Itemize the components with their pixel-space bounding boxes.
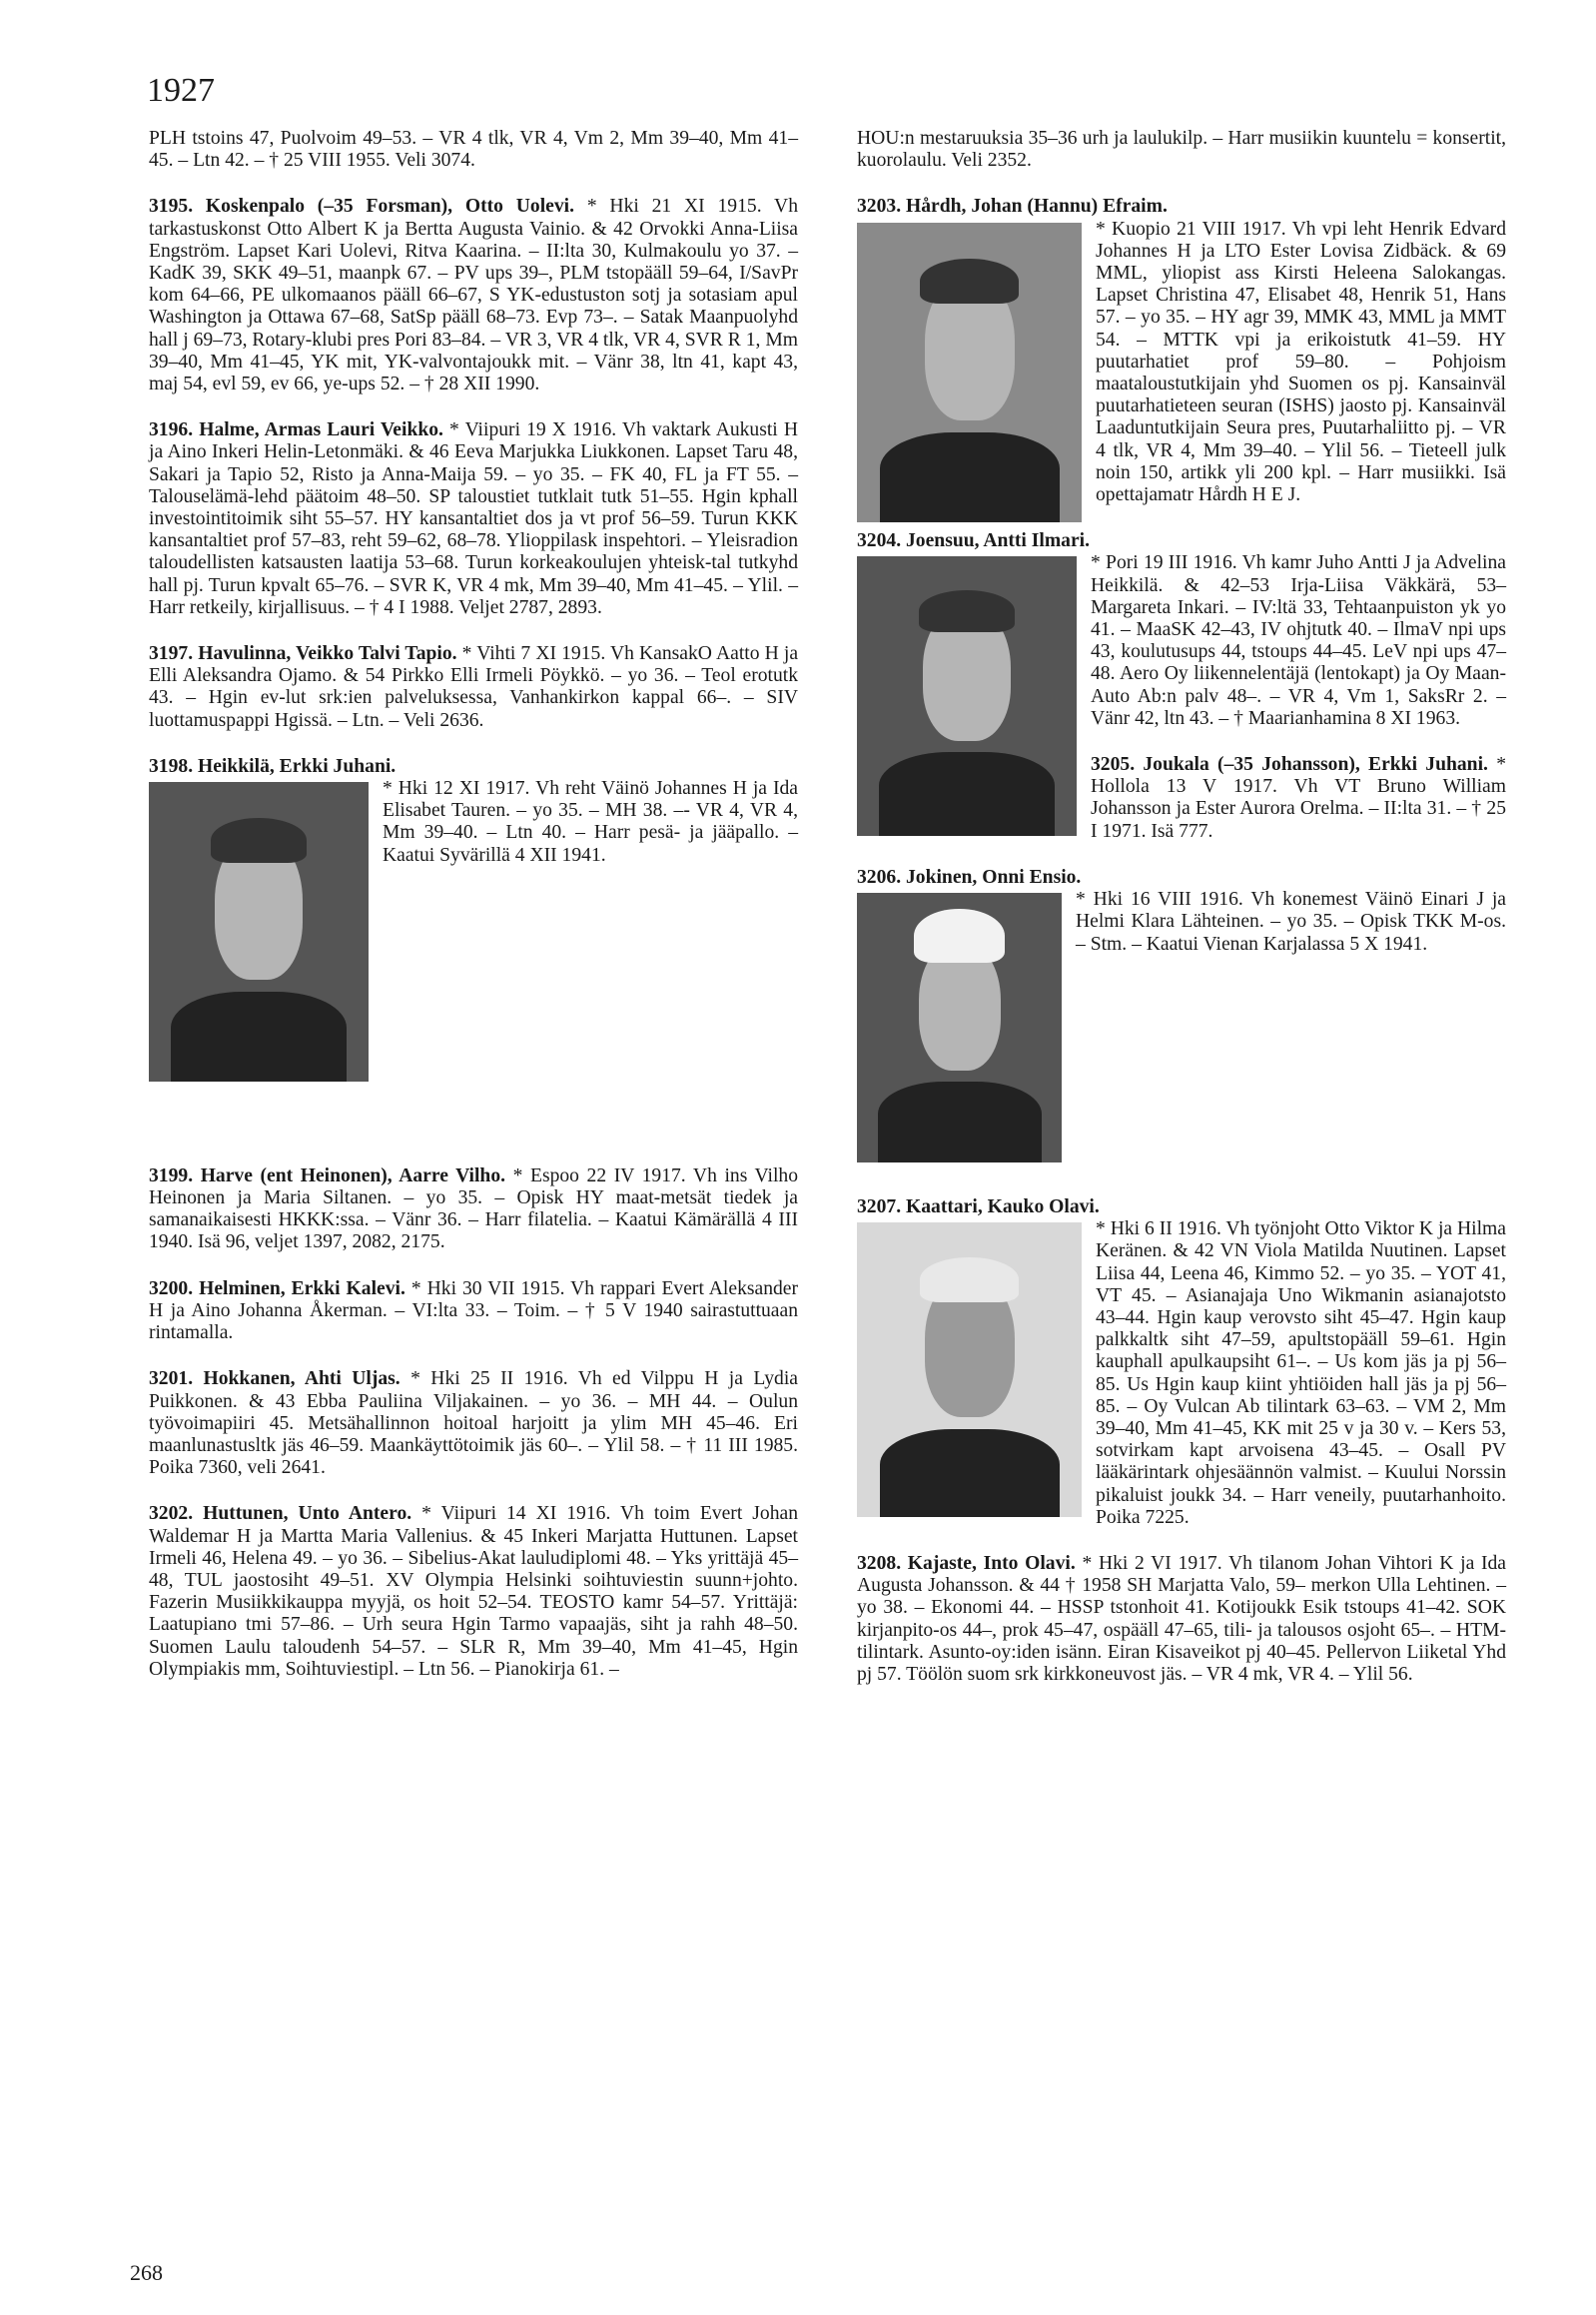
entry-text: * Hki 21 XI 1915. Vh tarkastuskonst Otto Albert K ja Bertta Augusta Vainio. & 42 Orvokki Anna-Liisa Engström. Lapset Kari Uolevi, Ritva Kaarina. – II:lta 30, Kulmakoulu yo 37. – KadK 39, SKK 49–51, maanpk 67. – PV ups 39–, PLM tstopääll 59–64, I/SavPr kom 64–66, PE ulkomaanos pääll 66–67, S YK-edustuston sotj ja sotasiam apul Washington ja Ottawa 67–68, SatSp pääll 68–73. Evp 73–. – Satak Maanpuolyhd hall j 69–73, Rotary-klubi pres Pori 83–84. – VR 3, VR 4 tlk, VR 4, SVR R 1, Mm 39–40, Mm 41–45, YK mit, YK-valvontajoukk mit. – Vänr 38, ltn 41, kapt 43, maj 54, evl 59, ev 66, ye-ups 52. – † 28 XII 1990. (149, 196, 798, 395)
entry-text: * Hki 30 VII 1915. Vh rappari Evert Aleksander H ja Aino Johanna Åkerman. – VI:lta 33. – Toim. – † 5 V 1940 sairastuttuaan rintamalla. (149, 1277, 799, 1344)
entry-text: * Hollola 13 V 1917. Vh VT Bruno William Johansson ja Ester Aurora Orelma. – II:lta 31. – † 25 I 1971. Isä 777. (1091, 754, 1506, 842)
page-number: 268 (130, 2260, 163, 2285)
portrait-photo (857, 893, 1062, 1162)
entry-text: * Hki 16 VIII 1916. Vh konemest Väinö Einari J ja Helmi Klara Lähteinen. – yo 35. – Opisk TKK M-os. – Stm. – Kaatui Vienan Karjalassa 5 X 1941. (1076, 889, 1506, 955)
entry-text: * Hki 2 VI 1917. Vh tilanom Johan Vihtori K ja Ida Augusta Johansson. & 44 † 1958 SH Marjatta Valo, 59– merkon Ulla Lehtinen. – yo 38. – Ekonomi 44. – HSSP tstonhoit 41. Kotijoukk Esik tstoups 41–42. SOK kirjanpito-os 44–, prok 45–47, ospääll 47–65, tili- ja talousos osjoht 65–. – HTM-tilintark. Asunto-oy:iden isänn. Eiran Kisaveikot pj 40–45. Pellervon Liiketal Yhd pj 57. Töölön suom srk kirkkoneuvost jäs. – VR 4 mk, VR 4. – Ylil 56. (857, 1552, 1506, 1685)
entry-number: 3198. (149, 755, 194, 777)
entry-number: 3208. (857, 1552, 902, 1574)
entry-name: Kajaste, Into Olavi. (907, 1552, 1076, 1574)
page-year: 1927 (147, 72, 215, 109)
entry-text: * Hki 25 II 1916. Vh ed Vilppu H ja Lydia Puikkonen. & 43 Ebba Pauliina Viljakainen. – yo 36. – MH 44. – Oulun työvoimapiiri 45. Metsähallinnon hoitoal harjoitt ja ylim MH 45–46. Eri maanlunastusltk jäs 46–59. Maankäyttötoimik jäs 60–. – Ylil 58. – † 11 III 1985. Poika 7360, veli 2641. (149, 1368, 798, 1479)
entry-name: Hårdh, Johan (Hannu) Efraim. (906, 196, 1168, 218)
entry-number: 3207. (857, 1195, 902, 1217)
biography-entry (149, 1278, 798, 1345)
entry-name: Kaattari, Kauko Olavi. (906, 1195, 1100, 1217)
biography-entry (149, 643, 798, 732)
entry-name: Hokkanen, Ahti Uljas. (203, 1368, 400, 1390)
entry-text: * Hki 12 XI 1917. Vh reht Väinö Johannes H ja Ida Elisabet Tauren. – yo 35. – MH 38. –- VR 4, VR 4, Mm 39–40. – Ltn 40. – Harr pesä- ja jääpallo. – Kaatui Syvärillä 4 XII 1941. (383, 778, 798, 866)
entry-number: 3197. (149, 643, 194, 665)
entry-text: * Viipuri 19 X 1916. Vh vaktark Aukusti H ja Aino Inkeri Helin-Letonmäki. & 46 Eeva Marjukka Liukkonen. Lapset Taru 48, Sakari ja Tapio 52, Risto ja Anna-Maija 59. – yo 35. – FK 40, FL ja FT 55. – Talouselämä-lehd päätoim 48–50. SP taloustiet tutklait tutk 51–55. Hgin kphall investointitoimik siht 55–57. HY kansantaltiet dos ja vt prof 56–59. Turun KKK kansantaltiet prof 57–83, reht 59–62, 68–78. Ylioppilask inspehtori. – Yleisradion taloudellisten katsausten laatija 53–68. Turun korkeakoulujen yhteisk-tal tutkyhd hall pj. Turun kpvalt 65–76. – SVR K, VR 4 mk, Mm 39–40, Mm 41–45. – Ylil. – Harr retkeily, kirjallisuus. – † 4 I 1988. Veljet 2787, 2893. (149, 419, 798, 618)
entry-number: 3206. (857, 866, 902, 888)
entry-number: 3201. (149, 1368, 194, 1390)
continuation-paragraph: PLH tstoins 47, Puolvoim 49–53. – VR 4 tlk, VR 4, Vm 2, Mm 39–40, Mm 41–45. – Ltn 42. – † 25 VIII 1955. Veli 3074. (149, 128, 798, 172)
biography-entry (857, 1196, 1506, 1529)
portrait-photo (149, 782, 369, 1082)
biography-entry (149, 756, 798, 1116)
biography-entry (149, 1368, 798, 1479)
left-column (149, 128, 798, 1705)
biography-entry (857, 530, 1506, 730)
entry-name: Joukala (–35 Johansson), Erkki Juhani. (1143, 754, 1488, 776)
entry-number: 3196. (149, 419, 194, 441)
entry-text: * Kuopio 21 VIII 1917. Vh vpi leht Henrik Edvard Johannes H ja LTO Ester Lovisa Zidbäck. & 69 MML, yliopist ass Kirsti Heleena Salokangas. Lapset Christina 47, Elisabet 48, Henrik 51, Hans 57. – yo 35. – HY agr 39, MMK 43, MML ja MMT 54. – MTTK vpi ja erikoistutk 41–59. HY puutarhatiet prof 59–80. – Pohjoism maataloustutkijain yhd Suomen os pj. Kansainväl puutarhatieteen seuran (ISHS) jaosto pj. Kansainväl Laaduntutkijain Seura pres, Puutarhaliitto pj. – VR 4 tlk, VR 4, Mm 39–40. – Ylil 56. – Tieteell julk noin 150, artikk yli 200 kpl. – Harr musiikki. Isä opettajamatr Hårdh H E J. (1096, 218, 1506, 506)
biography-entry (149, 1165, 798, 1254)
portrait-photo (857, 556, 1077, 836)
entry-name: Harve (ent Heinonen), Aarre Vilho. (200, 1164, 506, 1186)
entry-number: 3204. (857, 530, 902, 552)
entry-name: Havulinna, Veikko Talvi Tapio. (198, 643, 457, 665)
biography-entry (857, 867, 1506, 1157)
entry-number: 3199. (149, 1164, 194, 1186)
entry-name: Koskenpalo (–35 Forsman), Otto Uolevi. (205, 196, 574, 218)
entry-number: 3195. (149, 196, 194, 218)
continuation-text (857, 128, 1506, 172)
entry-number: 3205. (1091, 754, 1136, 776)
biography-entry (857, 196, 1506, 506)
entry-text: * Hki 6 II 1916. Vh työnjoht Otto Viktor K ja Hilma Keränen. & 42 VN Viola Matilda Nuutinen. Lapset Liisa 44, Leena 46, Kimmo 52. – yo 35. – YOT 41, VT 45. – Asianajaja Uno Wikmanin asianajotsto 43–44. Hgin kaup verovsto siht 45–47. Hgin kaup palkkaltk siht 47–59, apultstopääll 59–61. Hgin kauphall apulkaupsiht 61–. – Us kom jäs ja pj 56–85. Us Hgin kaup kiint yhtiöiden hall jäs ja pj 56–85. – Oy Vulcan Ab tilintark 63–63. – VM 2, Mm 39–40, Mm 41–45, KK mit 25 v ja 30 v. – Kers 53, sotvirkam kapt arvoisena 43–45. – Osall PV lääkärintark ohjesäännön valmist. – Kuului Norssin pikaluist joukk 34. – Harr veneily, puutarhanhoito. Poika 7225. (1096, 1218, 1506, 1528)
entry-text: * Pori 19 III 1916. Vh kamr Juho Antti J ja Advelina Heikkilä. & 42–53 Irja-Liisa Väkkärä, 53– Margareta Inkari. – IV:ltä 33, Tehtaanpuiston yk yo 41. – MaaSK 42–43, IV ohjtutk 40. – IlmaV npi ups 43, koulutusups 44, tstoups 44–45. LeV npi ups 47–48. Aero Oy liikennelentäjä (lentokapt) ja Oy Maan-Auto Ab:n palv 48–. – VR 4, Vm 1, SaksRr 2. – Vänr 42, ltn 43. – † Maarianhamina 8 XI 1963. (1091, 552, 1506, 729)
continuation-paragraph: HOU:n mestaruuksia 35–36 urh ja laulukilp. – Harr musiikin kuuntelu = konsertit, kuorolaulu. Veli 2352. (857, 128, 1506, 172)
entry-text: * Viipuri 14 XI 1916. Vh toim Evert Johan Waldemar H ja Martta Maria Vallenius. & 45 Inkeri Marjatta Huttunen. Lapset Irmeli 46, Helena 49. – yo 36. – Sibelius-Akat lauludiplomi 48. – Yks yrittäjä 45–48, TUL jaostosiht 49–51. XV Olympia Helsinki soihtuviestin suunn+johto. Fazerin Musiikkikauppa myyjä, os hoit 52–54. TEOSTO kamr 54–57. Yrittäjä: Laatupiano tmi 57–86. – Urh seura Hgin Tarmo vapaajäs, siht ja rahh 48–50. Suomen Laulu taloudenh 54–57. – SLR R, Mm 39–40, Mm 41–45, Hgin Olympiakis mm, Soihtuviestipl. – Ltn 56. – Pianokirja 61. – (149, 1503, 798, 1680)
entry-name: Heikkilä, Erkki Juhani. (198, 755, 397, 777)
biography-entry (149, 196, 798, 395)
right-column (857, 128, 1506, 1710)
portrait-photo (857, 223, 1082, 522)
entry-number: 3203. (857, 196, 902, 218)
entry-name: Helminen, Erkki Kalevi. (199, 1277, 405, 1299)
entry-name: Jokinen, Onni Ensio. (906, 866, 1082, 888)
biography-entry (857, 1553, 1506, 1686)
entry-name: Joensuu, Antti Ilmari. (906, 530, 1090, 552)
portrait-photo (857, 1222, 1082, 1517)
continuation-text (149, 128, 798, 172)
entry-name: Huttunen, Unto Antero. (203, 1503, 412, 1525)
entry-text: * Espoo 22 IV 1917. Vh ins Vilho Heinonen ja Maria Siltanen. – yo 35. – Opisk HY maat-metsät tiedek ja samanaikaisesti HKKK:ssa. – Vänr 36. – Harr filatelia. – Kaatui Kämärällä 4 III 1940. Isä 96, veljet 1397, 2082, 2175. (149, 1164, 799, 1253)
biography-entry (149, 1503, 798, 1681)
entry-number: 3200. (149, 1277, 194, 1299)
entry-name: Halme, Armas Lauri Veikko. (199, 419, 443, 441)
biography-entry (149, 419, 798, 619)
entry-text: * Vihti 7 XI 1915. Vh KansakO Aatto H ja Elli Aleksandra Ojamo. & 54 Pirkko Elli Irmeli Pöykkö. – yo 36. – Teol erotutk 43. – Hgin ev-lut srk:ien palveluksessa, Vanhankirkon kappal 66–. – SIV luottamuspappi Hgissä. – Ltn. – Veli 2636. (149, 643, 799, 731)
entry-number: 3202. (149, 1503, 194, 1525)
